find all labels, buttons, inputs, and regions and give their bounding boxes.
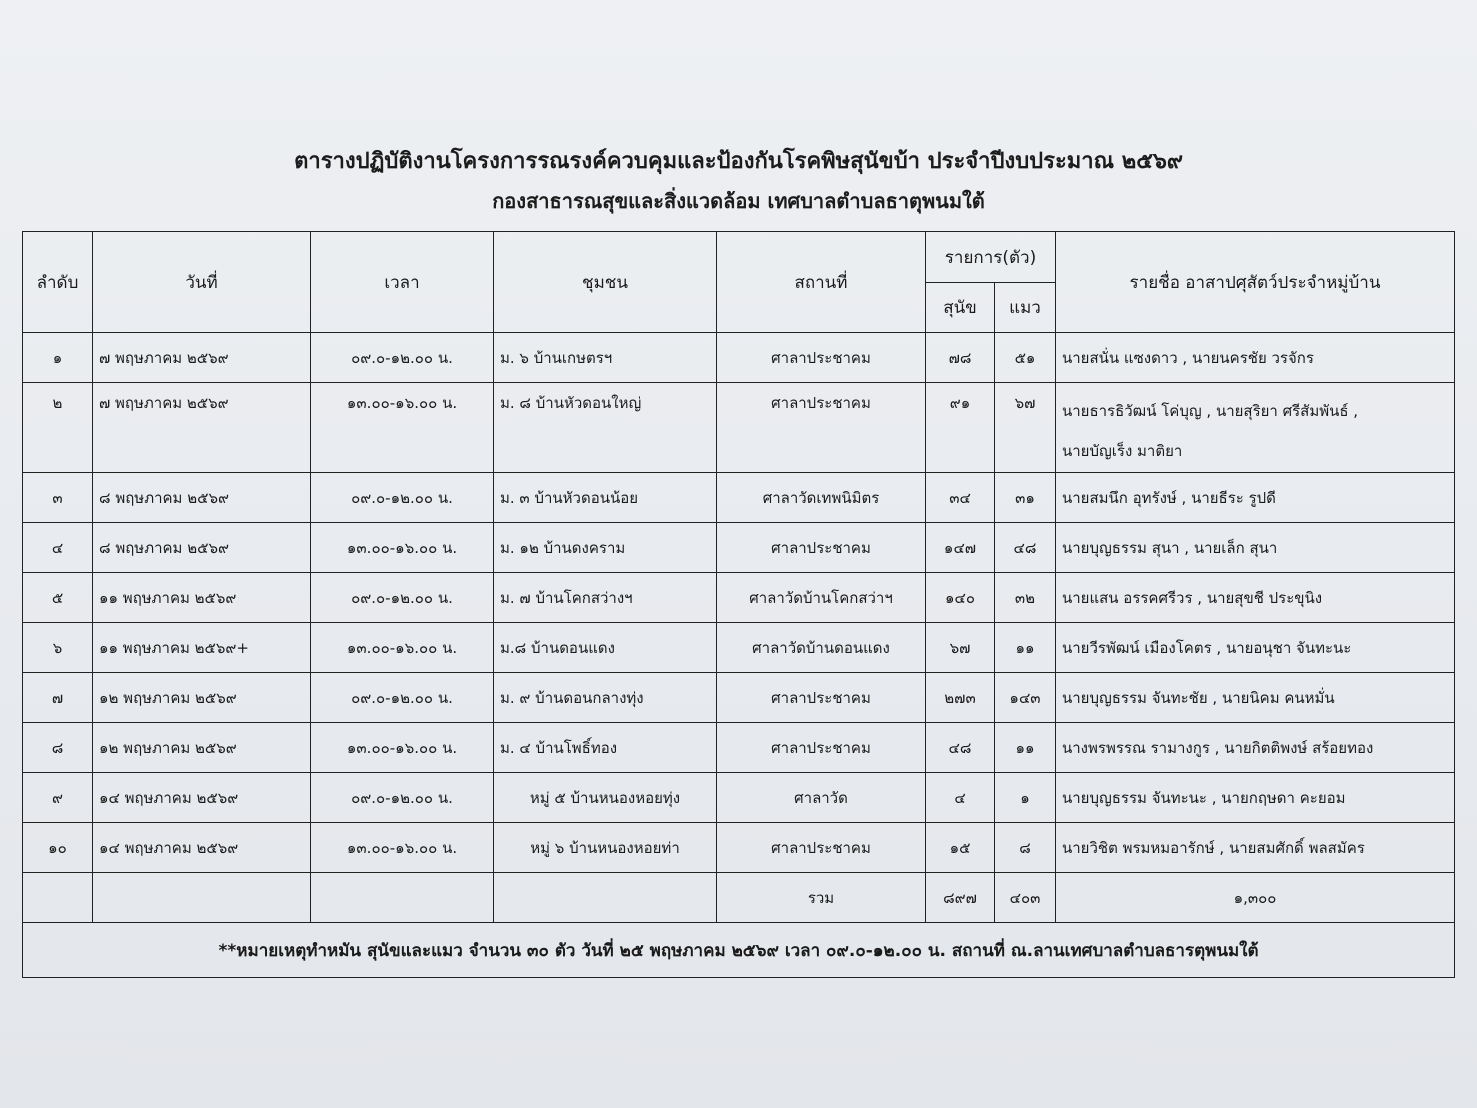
cell-dog: ๓๔	[926, 473, 995, 523]
header-no: ลำดับ	[23, 232, 93, 333]
cell-no: ๗	[23, 673, 93, 723]
header-dog: สุนัข	[926, 283, 995, 333]
cell-no: ๔	[23, 523, 93, 573]
total-row	[23, 873, 1455, 923]
cell-community: ม. ๙ บ้านดอนกลางทุ่ง	[494, 673, 717, 723]
note-row	[23, 923, 1455, 978]
total-label: รวม	[717, 873, 926, 923]
cell-cat: ๑	[995, 773, 1056, 823]
cell-volunteers: นายสนั่น แซงดาว , นายนครชัย วรจักร	[1056, 333, 1455, 383]
table-row	[23, 383, 1455, 473]
header-date: วันที่	[93, 232, 311, 333]
cell-time: ๑๓.๐๐-๑๖.๐๐ น.	[311, 723, 494, 773]
cell-community: ม. ๓ บ้านหัวดอนน้อย	[494, 473, 717, 523]
cell-date: ๑๔ พฤษภาคม ๒๕๖๙	[93, 823, 311, 873]
cell-time: ๐๙.๐-๑๒.๐๐ น.	[311, 673, 494, 723]
cell-date: ๗ พฤษภาคม ๒๕๖๙	[93, 383, 311, 473]
cell-dog: ๑๕	[926, 823, 995, 873]
cell-volunteers: นายบุญธรรม สุนา , นายเล็ก สุนา	[1056, 523, 1455, 573]
table-row	[23, 723, 1455, 773]
cell-time: ๑๓.๐๐-๑๖.๐๐ น.	[311, 383, 494, 473]
cell-date: ๗ พฤษภาคม ๒๕๖๙	[93, 333, 311, 383]
schedule-table	[22, 231, 1455, 978]
cell-no: ๓	[23, 473, 93, 523]
cell-dog: ๙๑	[926, 383, 995, 473]
cell-volunteers: นายวิชิต พรมหมอารักษ์ , นายสมศักดิ์ พลสมัคร	[1056, 823, 1455, 873]
cell-cat: ๑๔๓	[995, 673, 1056, 723]
cell-volunteers: นางพรพรรณ รามางกูร , นายกิตติพงษ์ สร้อยทอง	[1056, 723, 1455, 773]
cell-no: ๑	[23, 333, 93, 383]
table-row	[23, 773, 1455, 823]
header-time: เวลา	[311, 232, 494, 333]
cell-cat: ๔๘	[995, 523, 1056, 573]
cell-volunteers: นายสมนึก อุทรังษ์ , นายธีระ รูปดี	[1056, 473, 1455, 523]
cell-community: ม. ๖ บ้านเกษตรฯ	[494, 333, 717, 383]
header-cat: แมว	[995, 283, 1056, 333]
volunteers-line-2: นายบัญเร็ง มาติยา	[1062, 442, 1183, 460]
cell-no: ๖	[23, 623, 93, 673]
header-items: รายการ(ตัว)	[926, 232, 1056, 283]
cell-cat: ๘	[995, 823, 1056, 873]
cell-community: ม. ๔ บ้านโพธิ์ทอง	[494, 723, 717, 773]
total-all: ๑,๓๐๐	[1056, 873, 1455, 923]
cell-time: ๑๓.๐๐-๑๖.๐๐ น.	[311, 823, 494, 873]
header-volunteers: รายชื่อ อาสาปศุสัตว์ประจำหมู่บ้าน	[1056, 232, 1455, 333]
cell-cat: ๕๑	[995, 333, 1056, 383]
cell-dog: ๔	[926, 773, 995, 823]
cell-community: ม. ๗ บ้านโคกสว่างฯ	[494, 573, 717, 623]
cell-volunteers: นายวีรพัฒน์ เมืองโคตร , นายอนุชา จันทะนะ	[1056, 623, 1455, 673]
total-cat: ๔๐๓	[995, 873, 1056, 923]
table-row	[23, 623, 1455, 673]
cell-time: ๑๓.๐๐-๑๖.๐๐ น.	[311, 523, 494, 573]
volunteers-line-1: นายธารธิวัฒน์ โค่บุญ , นายสุริยา ศรีสัมพันธ์ ,	[1062, 402, 1359, 420]
cell-no: ๕	[23, 573, 93, 623]
cell-dog: ๗๘	[926, 333, 995, 383]
header-community: ชุมชน	[494, 232, 717, 333]
document-title: ตารางปฏิบัติงานโครงการรณรงค์ควบคุมและป้องกันโรคพิษสุนัขบ้า ประจำปีงบประมาณ ๒๕๖๙	[294, 149, 1183, 174]
cell-community: ม.๘ บ้านดอนแดง	[494, 623, 717, 673]
cell-place: ศาลาประชาคม	[717, 823, 926, 873]
cell-community: หมู่ ๕ บ้านหนองหอยทุ่ง	[494, 773, 717, 823]
cell-place: ศาลาวัดบ้านโคกสว่าฯ	[717, 573, 926, 623]
cell-cat: ๑๑	[995, 623, 1056, 673]
cell-community: ม. ๘ บ้านหัวดอนใหญ่	[494, 383, 717, 473]
cell-place: ศาลาประชาคม	[717, 333, 926, 383]
table-row	[23, 473, 1455, 523]
cell-date: ๘ พฤษภาคม ๒๕๖๙	[93, 523, 311, 573]
cell-cat: ๑๑	[995, 723, 1056, 773]
cell-cat: ๓๒	[995, 573, 1056, 623]
table-row	[23, 823, 1455, 873]
cell-date: ๘ พฤษภาคม ๒๕๖๙	[93, 473, 311, 523]
cell-time: ๐๙.๐-๑๒.๐๐ น.	[311, 333, 494, 383]
header-place: สถานที่	[717, 232, 926, 333]
cell-volunteers: นายแสน อรรคศรีวร , นายสุขชี ประขุนิง	[1056, 573, 1455, 623]
cell-date: ๑๑ พฤษภาคม ๒๕๖๙	[93, 573, 311, 623]
cell-dog: ๖๗	[926, 623, 995, 673]
cell-no: ๒	[23, 383, 93, 473]
cell-time: ๐๙.๐-๑๒.๐๐ น.	[311, 473, 494, 523]
table-row	[23, 333, 1455, 383]
cell-dog: ๔๘	[926, 723, 995, 773]
cell-time: ๑๓.๐๐-๑๖.๐๐ น.	[311, 623, 494, 673]
document-subtitle: กองสาธารณสุขและสิ่งแวดล้อม เทศบาลตำบลธาตุพนมใต้	[492, 189, 985, 213]
cell-place: ศาลาประชาคม	[717, 523, 926, 573]
table-row	[23, 673, 1455, 723]
cell-dog: ๑๔๗	[926, 523, 995, 573]
cell-no: ๘	[23, 723, 93, 773]
cell-no: ๙	[23, 773, 93, 823]
cell-time: ๐๙.๐-๑๒.๐๐ น.	[311, 773, 494, 823]
cell-place: ศาลาวัดบ้านดอนแดง	[717, 623, 926, 673]
table-row	[23, 523, 1455, 573]
cell-no: ๑๐	[23, 823, 93, 873]
cell-time: ๐๙.๐-๑๒.๐๐ น.	[311, 573, 494, 623]
cell-place: ศาลาวัด	[717, 773, 926, 823]
footnote: **หมายเหตุทำหมัน สุนัขและแมว จำนวน ๓๐ ตัว วันที่ ๒๕ พฤษภาคม ๒๕๖๙ เวลา ๐๙.๐-๑๒.๐๐ น. สถานที่ ณ.ลานเทศบาลตำบลธารตุพนมใต้	[23, 923, 1455, 978]
cell-volunteers	[1056, 383, 1455, 473]
table-row	[23, 573, 1455, 623]
cell-place: ศาลาประชาคม	[717, 383, 926, 473]
cell-volunteers: นายบุญธรรม จันทะนะ , นายกฤษดา คะยอม	[1056, 773, 1455, 823]
cell-date: ๑๑ พฤษภาคม ๒๕๖๙+	[93, 623, 311, 673]
cell-dog: ๒๗๓	[926, 673, 995, 723]
cell-community: ม. ๑๒ บ้านดงคราม	[494, 523, 717, 573]
cell-place: ศาลาประชาคม	[717, 673, 926, 723]
cell-place: ศาลาวัดเทพนิมิตร	[717, 473, 926, 523]
cell-place: ศาลาประชาคม	[717, 723, 926, 773]
total-dog: ๘๙๗	[926, 873, 995, 923]
cell-community: หมู่ ๖ บ้านหนองหอยท่า	[494, 823, 717, 873]
cell-date: ๑๒ พฤษภาคม ๒๕๖๙	[93, 723, 311, 773]
cell-date: ๑๔ พฤษภาคม ๒๕๖๙	[93, 773, 311, 823]
cell-volunteers: นายบุญธรรม จันทะชัย , นายนิคม คนหมั่น	[1056, 673, 1455, 723]
cell-cat: ๓๑	[995, 473, 1056, 523]
cell-dog: ๑๔๐	[926, 573, 995, 623]
cell-date: ๑๒ พฤษภาคม ๒๕๖๙	[93, 673, 311, 723]
cell-cat: ๖๗	[995, 383, 1056, 473]
